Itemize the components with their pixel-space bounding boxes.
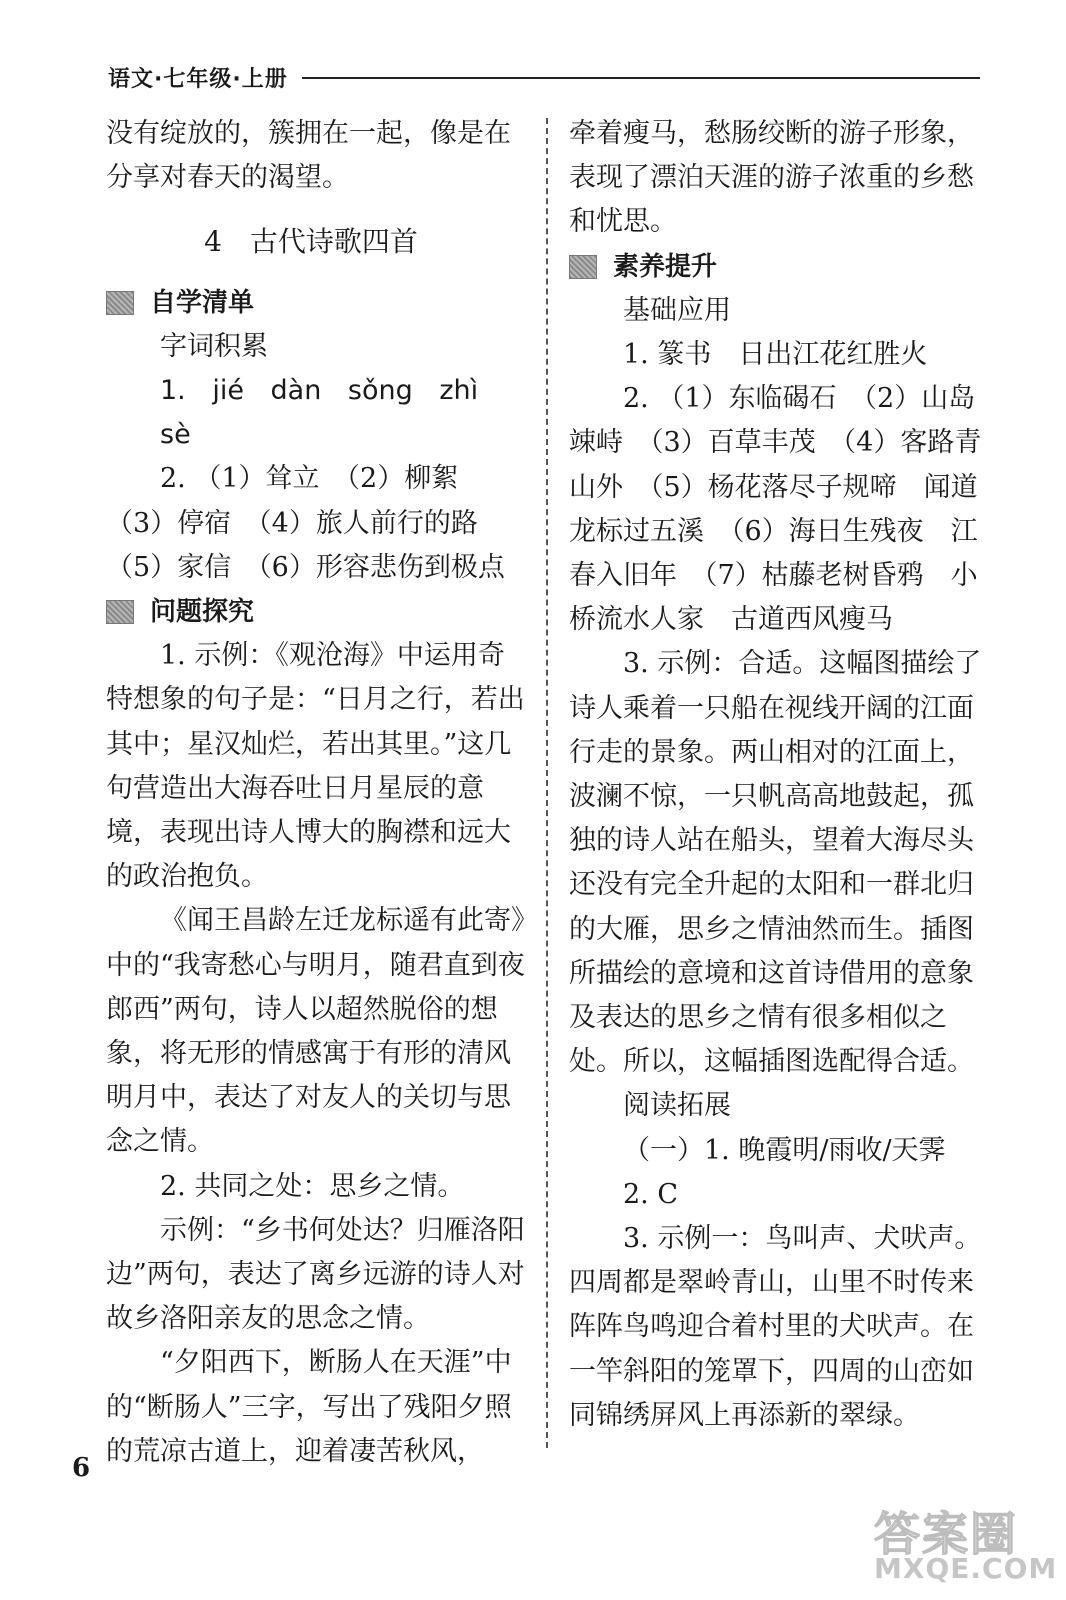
answer-paragraph: 1. 篆书 日出江花红胜火 [623, 339, 928, 371]
answer-paragraph: 2. 共同之处：思乡之情。 [160, 1170, 465, 1202]
subheading-basic: 基础应用 [623, 294, 731, 326]
continued-text: 没有绽放的，簇拥在一起，像是在分享对春天的渴望。 [106, 118, 511, 194]
section-heading-self-study: 自学清单 [106, 281, 526, 325]
header-rule [302, 77, 980, 79]
vocab-answer-3: （5）家信 （6）形容悲伤到极点 [106, 551, 505, 583]
lesson-title: 4 古代诗歌四首 [204, 225, 418, 259]
watermark-logo [856, 1488, 1056, 1598]
vocab-answer-2: （3）停宿 （4）旅人前行的路 [106, 507, 478, 539]
answer-paragraph: 示例：“乡书何处达？归雁洛阳边”两句，表达了离乡远游的诗人对故乡洛阳亲友的思念之情。 [106, 1214, 525, 1335]
answer-paragraph: 1. 示例：《观沧海》中运用奇特想象的句子是：“日月之行，若出其中；星汉灿烂，若出其里。”这几句营造出大海吞吐日月星辰的意境，表现出诗人博大的胸襟和远大的政治抱负。 [106, 640, 525, 893]
answer-paragraph: 《闻王昌龄左迁龙标遥有此寄》中的“我寄愁心与明月，随君直到夜郎西”两句，诗人以超然脱俗的想象，将无形的情感寓于有形的清风明月中，表达了对友人的关切与思念之情。 [106, 905, 525, 1158]
continued-text: 牵着瘦马，愁肠绞断的游子形象，表现了漂泊天涯的游子浓重的乡愁和忧思。 [569, 118, 974, 238]
section-heading-inquiry: 问题探究 [106, 590, 526, 634]
column-divider [546, 118, 548, 1448]
section-marker-icon [569, 255, 597, 279]
subheading-vocab: 字词积累 [160, 330, 268, 362]
answer-paragraph: （一）1. 晚霞明/雨收/天霁 [623, 1134, 946, 1166]
answer-paragraph: 2. （1）东临碣石 （2）山岛竦峙 （3）百草丰茂 （4）客路青山外 （5）杨花落尽子规啼 闻道龙标过五溪 （6）海日生残夜 江春入旧年 （7）枯藤老树昏鸦 小桥流水人家 古道西风瘦马 [569, 383, 982, 636]
answer-paragraph: “夕阳西下，断肠人在天涯”中的“断肠人”三字，写出了残阳夕照的荒凉古道上，迎着凄苦秋风， [106, 1347, 512, 1467]
left-column [106, 112, 526, 1474]
right-column [569, 112, 985, 1438]
section-heading-improvement: 素养提升 [569, 245, 985, 289]
watermark-url: MXQE.COM [874, 1552, 1058, 1585]
subheading-reading: 阅读拓展 [623, 1090, 731, 1122]
watermark-text: 答案圈 [874, 1507, 1018, 1561]
section-marker-icon [106, 600, 134, 624]
answer-paragraph: 3. 示例一：鸟叫声、犬吠声。四周都是翠岭青山，山里不时传来阵阵鸟鸣迎合着村里的犬吠声。在一竿斜阳的笼罩下，四周的山峦如同锦绣屏风上再添新的翠绿。 [569, 1223, 982, 1431]
pinyin-answers: 1. jié dàn sǒng zhì sè [160, 375, 479, 451]
section-marker-icon [106, 291, 134, 315]
page-number: 6 [72, 1453, 91, 1483]
answer-paragraph: 3. 示例：合适。这幅图描绘了诗人乘着一只船在视线开阔的江面行走的景象。两山相对的江面上，波澜不惊，一只帆高高地鼓起，孤独的诗人站在船头，望着大海尽头还没有完全升起的太阳和一群北归的大雁，思乡之情油然而生。插图所描绘的意境和这首诗借用的意象及表达的思乡之情有很多相似之处。所以，这幅插图选配得合适。 [569, 648, 982, 1078]
vocab-answer-1: 2. （1）耸立 （2）柳絮 [160, 463, 459, 495]
answer-paragraph: 2. C [623, 1178, 679, 1210]
running-header: 语文·七年级·上册 [108, 67, 288, 92]
